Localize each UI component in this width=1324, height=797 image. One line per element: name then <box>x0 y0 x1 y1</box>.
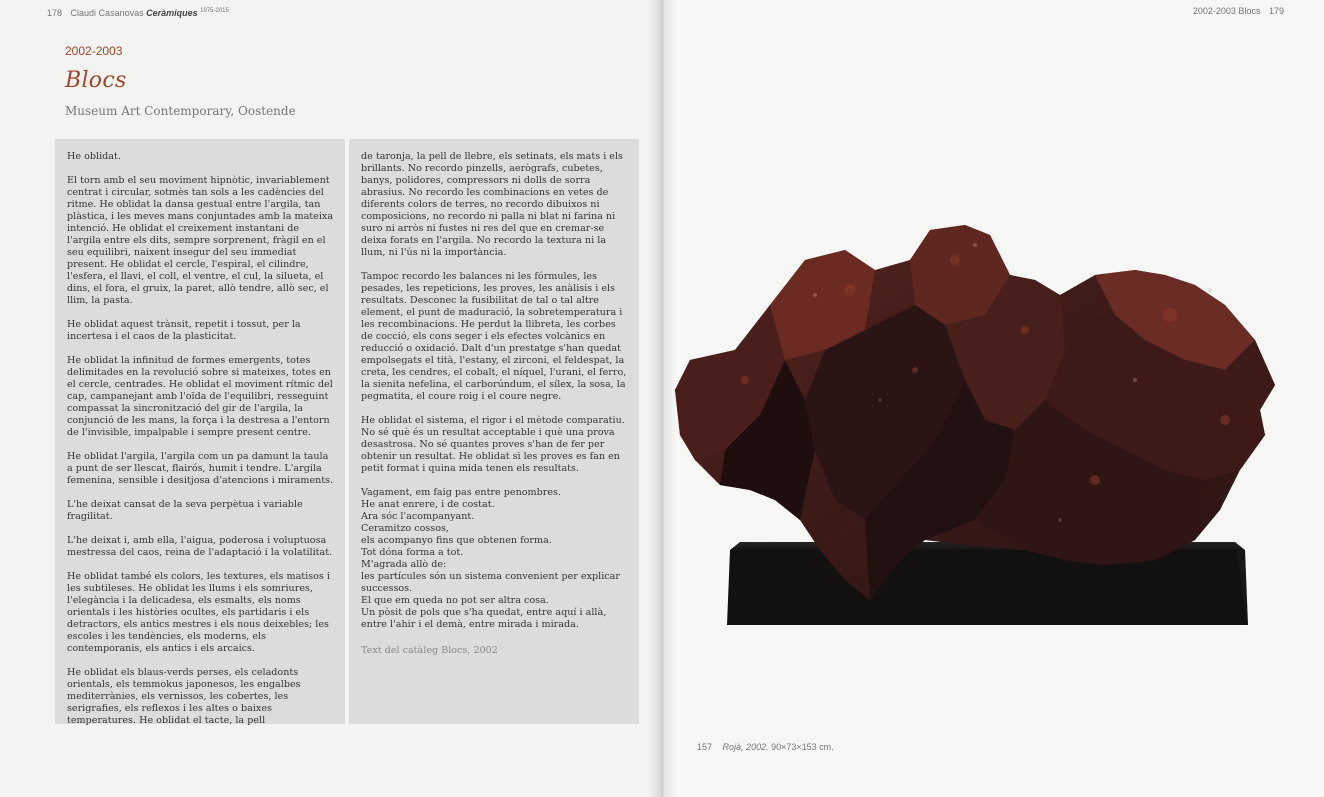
paragraph: He oblidat la infinitud de formes emergents, totes delimitades en la revolució sobre si mateixes, totes en el cercle, centrades. He oblidat el moviment rítmic del cap, campanejant amb l'oïda de l'equilibri, resseguint compassat la sincronització del gir de l'argila, la conjunció de les mans, la força i la destresa a l'entorn de l'invisible, impalpable i sempre present centre. <box>67 355 333 438</box>
poem-line: entre l'ahir i el demà, entre mirada i mirada. <box>361 619 579 630</box>
page-title: Blocs <box>65 68 127 93</box>
paragraph: Tampoc recordo les balances ni les fórmules, les pesades, les repeticions, les proves, les anàlisis i els resultats. Desconec la fusibilitat de tal o tal altre element, el punt de maduració, la sobretemperatura i les recombinacions. He perdut la llibreta, les corbes de cocció, els cons seger i els efectes volcànics en reducció o oxidació. Dalt d'un prestatge s'han quedat empolsegats el tità, l'estany, el zirconi, el feldespat, la creta, les cendres, el cobalt, el níquel, l'urani, el ferro, la sienita nefelina, el carborúndum, el sílex, la sosa, la pegmatita, el coure roig i el coure negre. <box>361 271 627 402</box>
text-credit: Text del catàleg Blocs, 2002 <box>361 645 498 656</box>
poem-line: els acompanyo fins que obtenen forma. <box>361 535 552 546</box>
sculpture-base <box>727 542 1248 625</box>
text-column-1 <box>55 139 345 724</box>
exhibition-venue: Museum Art Contemporary, Oostende <box>65 104 296 118</box>
paragraph: He oblidat els blaus-verds perses, els celadonts orientals, els temmokus japonesos, les engalbes mediterrànies, els vernissos, les cobertes, les serigrafies, els reflexos i les altes o baixes temperatures. He oblidat el tacte, la pell <box>67 667 301 726</box>
poem-line: M'agrada allò de: <box>361 559 447 570</box>
paragraph: L'he deixat cansat de la seva perpètua i variable fragilitat. <box>67 499 303 522</box>
caption-number: 157 <box>697 742 713 752</box>
poem-line: Ceramitzo cossos, <box>361 523 449 534</box>
poem <box>361 487 629 631</box>
running-head-left <box>47 8 229 18</box>
paragraph: El torn amb el seu moviment hipnòtic, invariablement centrat i circular, sotmès tan sols a les cadències del ritme. He oblidat la dansa gestual entre l'argila, tan plàstica, i les meves mans conjuntades amb la mateixa intenció. He oblidat el creixement instantani de l'argila entre els dits, sempre sorprenent, fràgil en el seu equilibri, naixent insegur del seu immediat present. He oblidat el cercle, l'espiral, el cilindre, l'esfera, el llavi, el coll, el ventre, el cul, la silueta, el dins, el fora, el gruix, la paret, allò tendre, allò sec, el llim, la pasta. <box>67 175 334 306</box>
running-head-work: Ceràmiques <box>146 8 198 18</box>
poem-line: El que em queda no pot ser altra cosa. <box>361 595 549 606</box>
running-head-right <box>1193 6 1284 16</box>
paragraph: He oblidat també els colors, les textures, els matisos i les subtileses. He oblidat les llums i els somriures, l'elegància i la delicadesa, els esmalts, els noms orientals i les històries ocultes, els partidaris i els detractors, els antics mestres i els nous deixebles; les escoles i les tendències, els moderns, els contemporanis, els antics i els arcaics. <box>67 571 330 654</box>
poem-line: Ara sóc l'acompanyant. <box>361 511 475 522</box>
paragraph: He oblidat l'argila, l'argila com un pa damunt la taula a punt de ser llescat, flairós, humit i tendre. L'argila femenina, sensible i desitjosa d'atencions i miraments. <box>67 451 334 486</box>
poem-line: Tot dóna forma a tot. <box>361 547 464 558</box>
page-number-right: 179 <box>1268 6 1284 16</box>
section-years: 2002-2003 <box>65 44 123 58</box>
paragraph: de taronja, la pell de llebre, els setinats, els mats i els brillants. No recordo pinzells, aerògrafs, cubetes, banys, polidores, compressors ni dolls de sorra abrasius. No recordo les combinacions en vetes de diferents colors de terres, no recordo dibuixos ni composicions, no recordo ni palla ni blat ni farina ni suro ni arròs ni fustes ni res del que en cremar-se deixa forats en l'argila. No recordo la textura ni la llum, ni l'ús ni la importància. <box>361 151 623 258</box>
paragraph: He oblidat. <box>67 151 121 162</box>
paragraph: L'he deixat i, amb ella, l'aigua, poderosa i voluptuosa mestressa del caos, reina de l'adaptació i la volatilitat. <box>67 535 333 558</box>
page-number-left: 178 <box>47 8 63 18</box>
running-head-author: Claudi Casanovas <box>70 8 144 18</box>
paragraph: He oblidat aquest trànsit, repetit i tossut, per la incertesa i el caos de la plasticitat. <box>67 319 301 342</box>
running-head-section: 2002-2003 Blocs <box>1192 6 1261 16</box>
photo-caption <box>697 742 834 752</box>
paragraph: He oblidat el sistema, el rigor i el mètode comparatiu. No sé què és un resultat acceptable i què una prova desastrosa. No sé quantes proves s'han de fer per obtenir un resultat. He oblidat si les proves es fan en petit format i quina mida tenen els resultats. <box>361 415 625 474</box>
caption-dimensions: 90×73×153 cm. <box>771 742 834 752</box>
poem-line: Un pòsit de pols que s'ha quedat, entre aquí i allà, <box>361 607 607 618</box>
caption-title: Rojà, 2002. <box>722 742 769 752</box>
running-head-years: 1975-2015 <box>200 8 229 14</box>
book-gutter <box>648 0 676 797</box>
sculpture-photo <box>665 220 1295 700</box>
text-column-2 <box>349 139 639 724</box>
poem-line: He anat enrere, i de costat. <box>361 499 495 510</box>
poem-line: les partícules són un sistema convenient per explicar successos. <box>361 571 620 594</box>
poem-line: Vagament, em faig pas entre penombres. <box>361 487 561 498</box>
